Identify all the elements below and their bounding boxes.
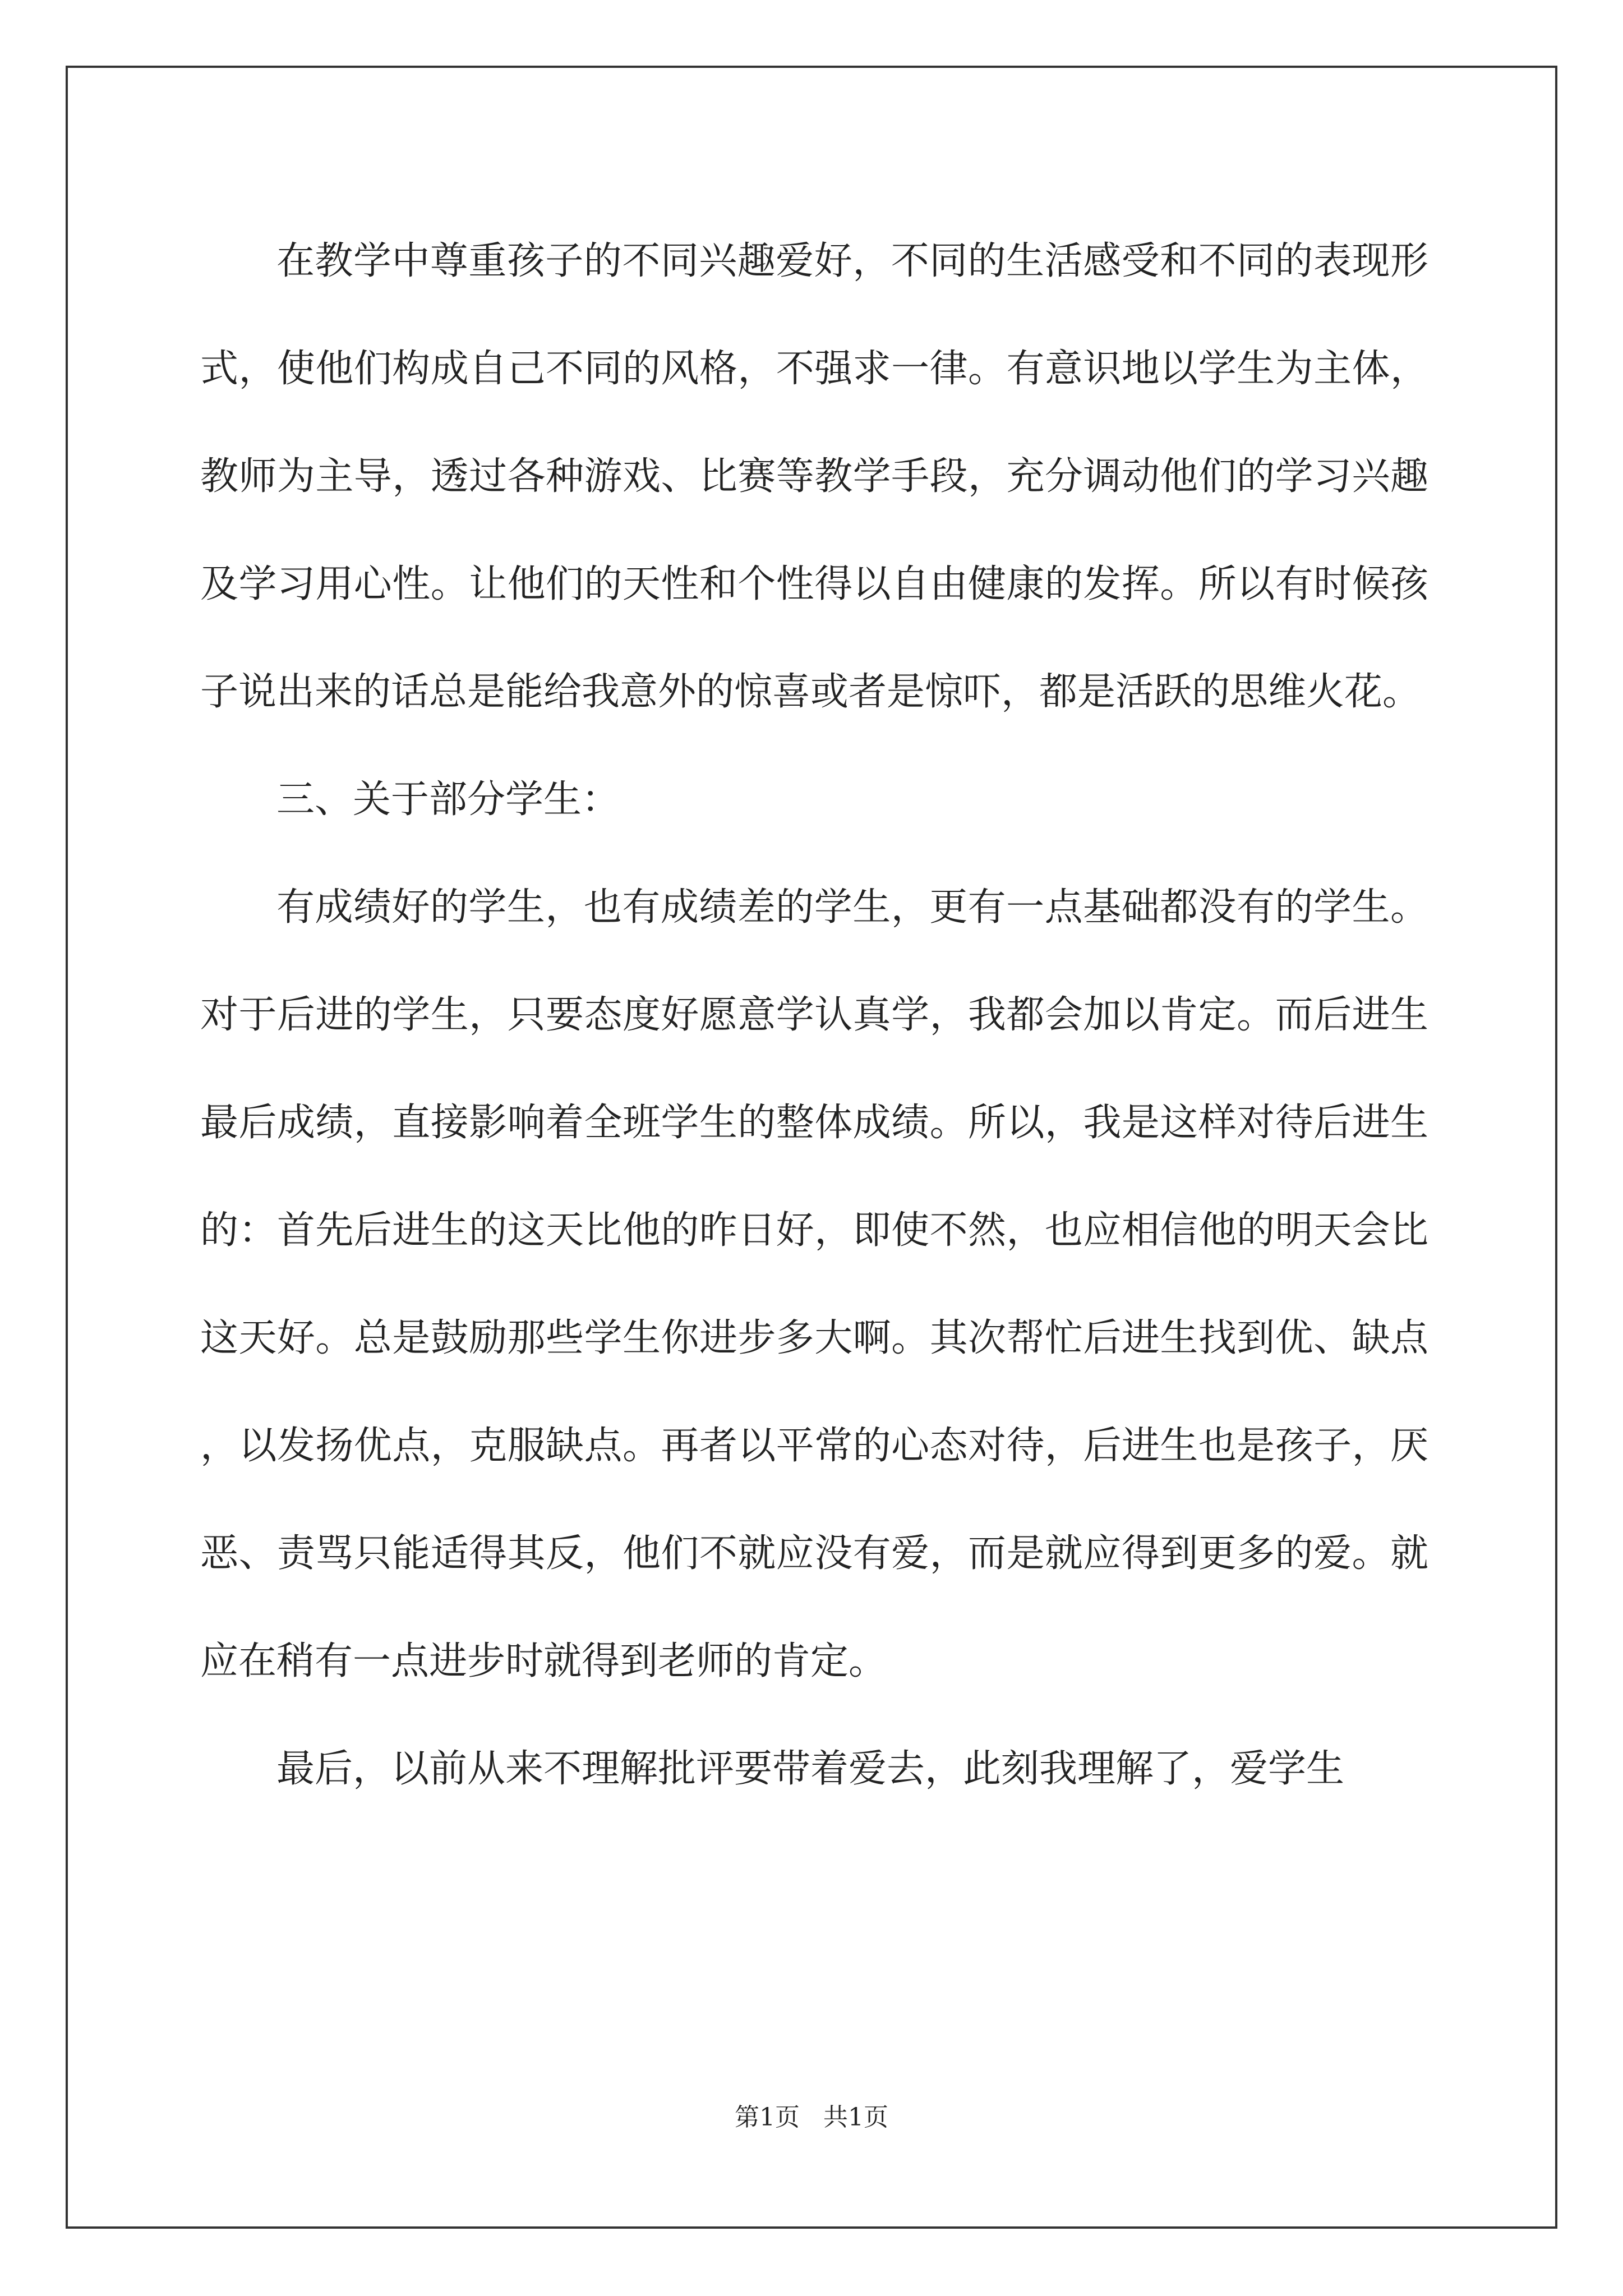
- document-body: [200, 208, 1428, 1823]
- paragraph-underachievers: 有成绩好的学生，也有成绩差的学生，更有一点基础都没有的学生。对于后进的学生，只要态度好愿意学认真学，我都会加以肯定。而后进生最后成绩，直接影响着全班学生的整体成绩。所以，我是这样对待后进生的：首先后进生的这天比他的昨日好，即使不然，也应相信他的明天会比这天好。总是鼓励那些学生你进步多大啊。其次帮忙后进生找到优、缺点，以发扬优点，克服缺点。再者以平常的心态对待，后进生也是孩子，厌恶、责骂只能适得其反，他们不就应没有爱，而是就应得到更多的爱。就应在稍有一点进步时就得到老师的肯定。: [200, 885, 1428, 1683]
- page-number-footer: 第1页 共1页: [735, 2103, 888, 2132]
- paragraph-teaching-interests: 在教学中尊重孩子的不同兴趣爱好，不同的生活感受和不同的表现形式，使他们构成自己不同的风格，不强求一律。有意识地以学生为主体，教师为主导，透过各种游戏、比赛等教学手段，充分调动他们的学习兴趣及学习用心性。让他们的天性和个性得以自由健康的发挥。所以有时候孩子说出来的话总是能给我意外的惊喜或者是惊吓，都是活跃的思维火花。: [200, 239, 1428, 714]
- paragraph-conclusion: 最后，以前从来不理解批评要带着爱去，此刻我理解了，爱学生: [276, 1747, 1345, 1791]
- section-heading-some-students: 三、关于部分学生：: [276, 777, 620, 822]
